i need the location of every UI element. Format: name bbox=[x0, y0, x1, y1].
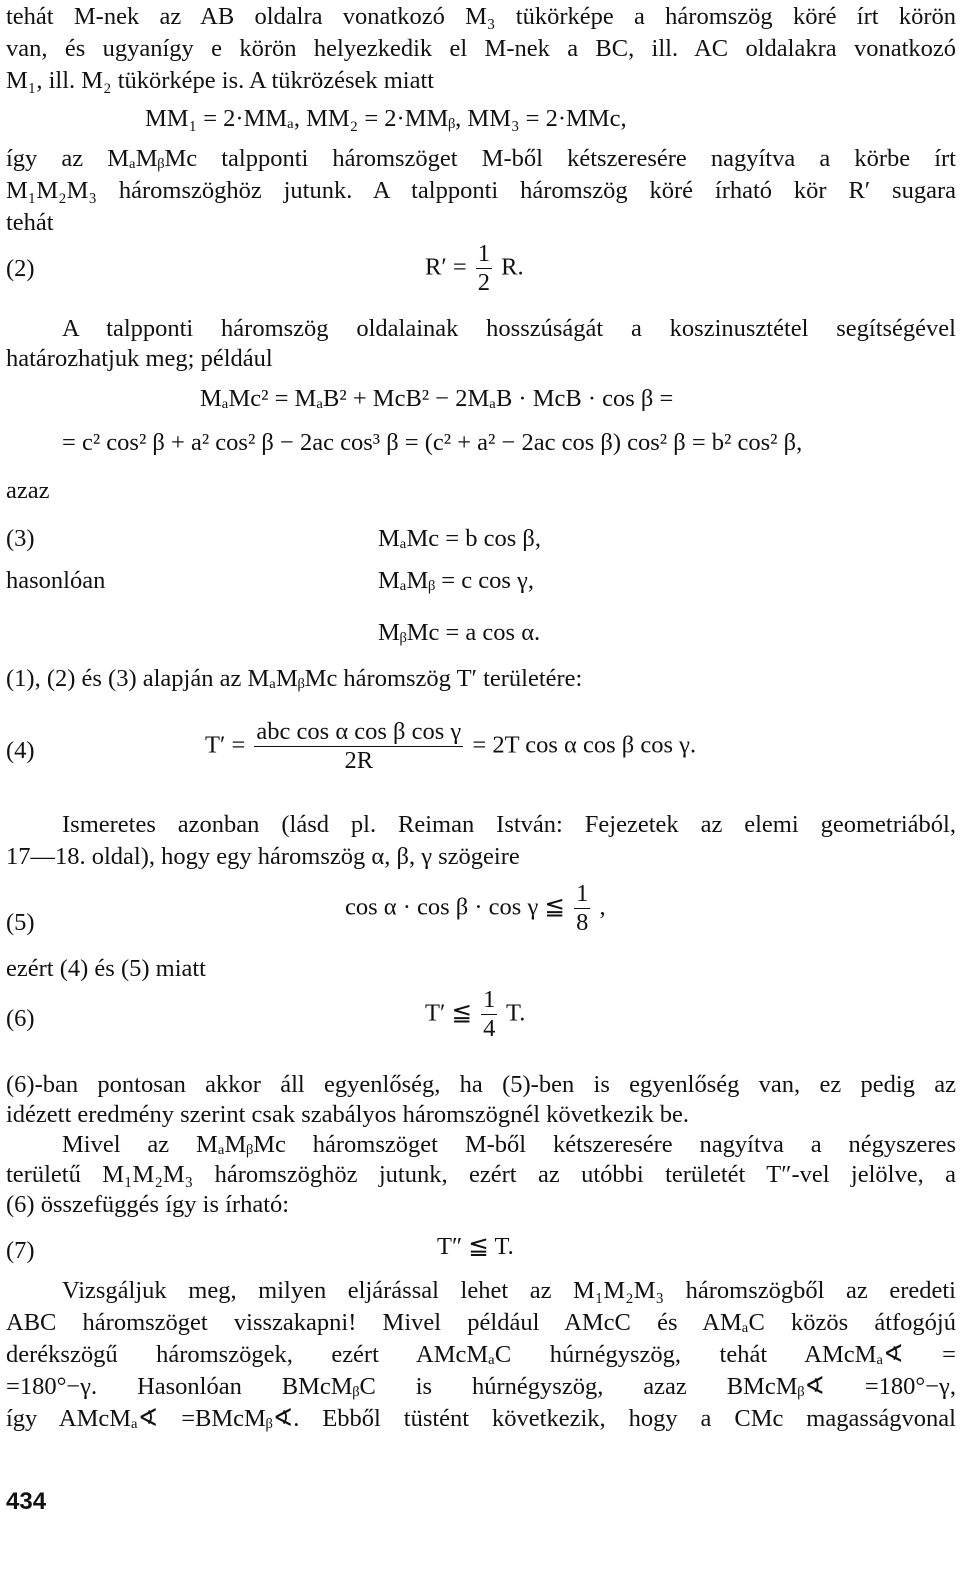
eq5-fraction bbox=[574, 880, 590, 937]
eq6-numerator: 1 bbox=[481, 986, 497, 1015]
text-line: tehát bbox=[6, 209, 54, 236]
eq4-rhs: = 2T cos α cos β cos γ. bbox=[472, 731, 697, 759]
equation-2 bbox=[425, 240, 524, 297]
text-line: (1), (2) és (3) alapján az MₐMᵦMc háromszög T′ területére: bbox=[6, 665, 583, 692]
text-line: idézett eredmény szerint csak szabályos háromszögnél következik be. bbox=[6, 1101, 690, 1128]
eq6-lhs: T′ ≦ bbox=[425, 999, 472, 1027]
text-line: határozhatjuk meg; például bbox=[6, 345, 273, 372]
equation-number: (3) bbox=[6, 525, 35, 552]
eq2-lhs: R′ = bbox=[425, 253, 467, 281]
text-line: Vizsgáljuk meg, milyen eljárással lehet az M₁M₂M₃ háromszögből az eredeti bbox=[62, 1277, 956, 1304]
eq2-rhs: R. bbox=[501, 253, 524, 281]
equation-number: (7) bbox=[6, 1237, 35, 1264]
text-line: M₁M₂M₃ háromszöghöz jutunk. A talpponti háromszög köré írható kör R′ sugara bbox=[6, 177, 956, 204]
eq5-rhs: , bbox=[599, 893, 606, 921]
equation-3c: MᵦMc = a cos α. bbox=[378, 619, 541, 646]
equation-cosine-2: = c² cos² β + a² cos² β − 2ac cos³ β = (c² + a² − 2ac cos β) cos² β = b² cos² β, bbox=[62, 429, 803, 456]
equation-number: (4) bbox=[6, 737, 35, 764]
text-line: M₁, ill. M₂ tükörképe is. A tükrözések miatt bbox=[6, 67, 435, 94]
equation-number: (5) bbox=[6, 909, 35, 936]
eq4-numerator: abc cos α cos β cos γ bbox=[254, 718, 463, 747]
text-line: ABC háromszöget visszakapni! Mivel például AMcC és AMₐC közös átfogójú bbox=[6, 1309, 956, 1336]
equation-cosine-1: MₐMc² = MₐB² + McB² − 2MₐB · McB · cos β = bbox=[200, 385, 674, 412]
text-line: területű M₁M₂M₃ háromszöghöz jutunk, ezért az utóbbi területét T″-vel jelölve, a bbox=[6, 1161, 956, 1188]
equation-3a: MₐMc = b cos β, bbox=[378, 525, 541, 552]
text-line: derékszögű háromszögek, ezért AMcMₐC húrnégyszög, tehát AMcMₐ∢ = bbox=[6, 1341, 956, 1368]
text-line: (6)-ban pontosan akkor áll egyenlőség, ha (5)-ben is egyenlőség van, ez pedig az bbox=[6, 1071, 956, 1098]
text-line: A talpponti háromszög oldalainak hosszúságát a koszinusztétel segítségével bbox=[62, 315, 956, 342]
text-line: tehát M-nek az AB oldalra vonatkozó M₃ tükörképe a háromszög köré írt körön bbox=[6, 3, 956, 30]
page-number: 434 bbox=[6, 1488, 47, 1515]
equation-5 bbox=[345, 880, 606, 937]
eq4-fraction bbox=[254, 718, 463, 775]
text-line: van, és ugyanígy e körön helyezkedik el M-nek a BC, ill. AC oldalakra vonatkozó bbox=[6, 35, 956, 62]
eq2-denominator: 2 bbox=[477, 269, 491, 297]
equation-number: (6) bbox=[6, 1005, 35, 1032]
text-line: =180°−γ. Hasonlóan BMcMᵦC is húrnégyszög, azaz BMcMᵦ∢ =180°−γ, bbox=[6, 1373, 956, 1400]
text-line: így az MₐMᵦMc talpponti háromszöget M-ből kétszeresére nagyítva a körbe írt bbox=[6, 145, 956, 172]
eq2-numerator: 1 bbox=[476, 240, 492, 269]
equation-6 bbox=[425, 986, 525, 1043]
eq4-lhs: T′ = bbox=[205, 731, 246, 759]
equation-number: (2) bbox=[6, 255, 35, 282]
equation-3b: MₐMᵦ = c cos γ, bbox=[378, 567, 534, 594]
text-line: (6) összefüggés így is írható: bbox=[6, 1191, 290, 1218]
equation-7: T″ ≦ T. bbox=[437, 1233, 514, 1260]
equation-4 bbox=[205, 718, 696, 775]
text-line: 17—18. oldal), hogy egy háromszög α, β, γ szögeire bbox=[6, 843, 520, 870]
text-line: Ismeretes azonban (lásd pl. Reiman István: Fejezetek az elemi geometriából, bbox=[62, 811, 956, 838]
eq5-lhs: cos α · cos β · cos γ ≦ bbox=[345, 893, 565, 921]
text-line: ezért (4) és (5) miatt bbox=[6, 955, 206, 982]
eq6-fraction bbox=[481, 986, 497, 1043]
eq6-denominator: 4 bbox=[483, 1015, 496, 1043]
eq5-denominator: 8 bbox=[576, 909, 589, 937]
text-line: azaz bbox=[6, 477, 50, 504]
text-line: Mivel az MₐMᵦMc háromszöget M-ből kétszeresére nagyítva a négyszeres bbox=[62, 1131, 956, 1158]
equation-reflections: MM₁ = 2·MMₐ, MM₂ = 2·MMᵦ, MM₃ = 2·MMc, bbox=[145, 105, 627, 132]
text-line: így AMcMₐ∢ =BMcMᵦ∢. Ebből tüstént következik, hogy a CMc magasságvonal bbox=[6, 1405, 956, 1432]
eq2-fraction bbox=[476, 240, 492, 297]
eq6-rhs: T. bbox=[506, 999, 526, 1027]
eq4-denominator: 2R bbox=[344, 747, 374, 775]
eq5-numerator: 1 bbox=[574, 880, 590, 909]
text-line: hasonlóan bbox=[6, 567, 106, 594]
